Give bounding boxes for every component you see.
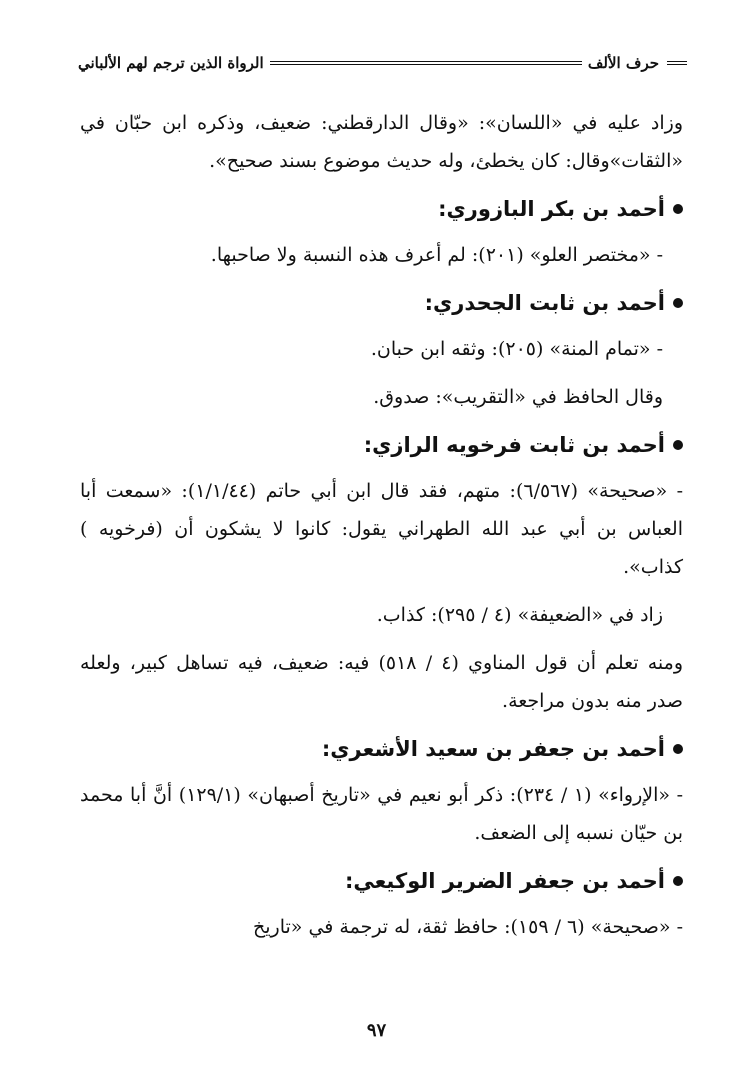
entry-heading-text: أحمد بن ثابت فرخويه الرازي: xyxy=(363,433,665,457)
page-body xyxy=(80,104,683,956)
header-rule-short xyxy=(667,61,687,65)
header-chapter: حرف الألف xyxy=(587,54,659,72)
entry-heading xyxy=(80,426,683,464)
entry-heading-text: أحمد بن جعفر الضرير الوكيعي: xyxy=(344,869,665,893)
entry-heading xyxy=(80,284,683,322)
paragraph: - «صحيحة» (٦ / ١٥٩): حافظ ثقة، له ترجمة في «تاريخ xyxy=(252,916,683,938)
paragraph: - «الإرواء» (١ / ٢٣٤): ذكر أبو نعيم في «تاريخ أصبهان» (١٢٩/١) أنَّ أبا محمد بن حيّان نسبه إلى الضعف. xyxy=(80,784,684,844)
entry-heading-text: أحمد بن ثابت الجحدري: xyxy=(424,291,665,315)
entry-heading-text: أحمد بن جعفر بن سعيد الأشعري: xyxy=(321,737,665,761)
paragraph: وزاد عليه في «اللسان»: «وقال الدارقطني: ضعيف، وذكره ابن حبّان في «الثقات»وقال: كان يخطئ، وله حديث موضوع بسند صحيح». xyxy=(80,112,683,172)
bullet-icon xyxy=(673,204,683,214)
running-header xyxy=(78,50,687,76)
header-rule-long xyxy=(270,61,582,65)
header-book-title: الرواة الذين ترجم لهم الألباني xyxy=(78,54,264,72)
bullet-icon xyxy=(673,440,683,450)
page-number: ٩٧ xyxy=(366,1020,387,1041)
bullet-icon xyxy=(673,298,683,308)
paragraph: - «تمام المنة» (٢٠٥): وثقه ابن حبان. xyxy=(370,338,663,360)
paragraph: - «صحيحة» (٦/٥٦٧): متهم، فقد قال ابن أبي حاتم (١/١/٤٤): «سمعت أبا العباس بن أبي عبد الله الطهراني يقول: كانوا لا يشكون أن (فرخويه ) كذاب». xyxy=(80,480,684,578)
bullet-icon xyxy=(673,744,683,754)
entry-heading xyxy=(80,862,683,900)
entry-heading xyxy=(80,730,683,768)
paragraph: وقال الحافظ في «التقريب»: صدوق. xyxy=(373,386,663,408)
entry-heading xyxy=(80,190,683,228)
paragraph: زاد في «الضعيفة» (٤ / ٢٩٥): كذاب. xyxy=(376,604,663,626)
paragraph: - «مختصر العلو» (٢٠١): لم أعرف هذه النسبة ولا صاحبها. xyxy=(210,244,663,266)
entry-heading-text: أحمد بن بكر البازوري: xyxy=(438,197,665,221)
bullet-icon xyxy=(673,876,683,886)
paragraph: ومنه تعلم أن قول المناوي (٤ / ٥١٨) فيه: ضعيف، فيه تساهل كبير، ولعله صدر منه بدون مراجعة. xyxy=(80,652,684,712)
